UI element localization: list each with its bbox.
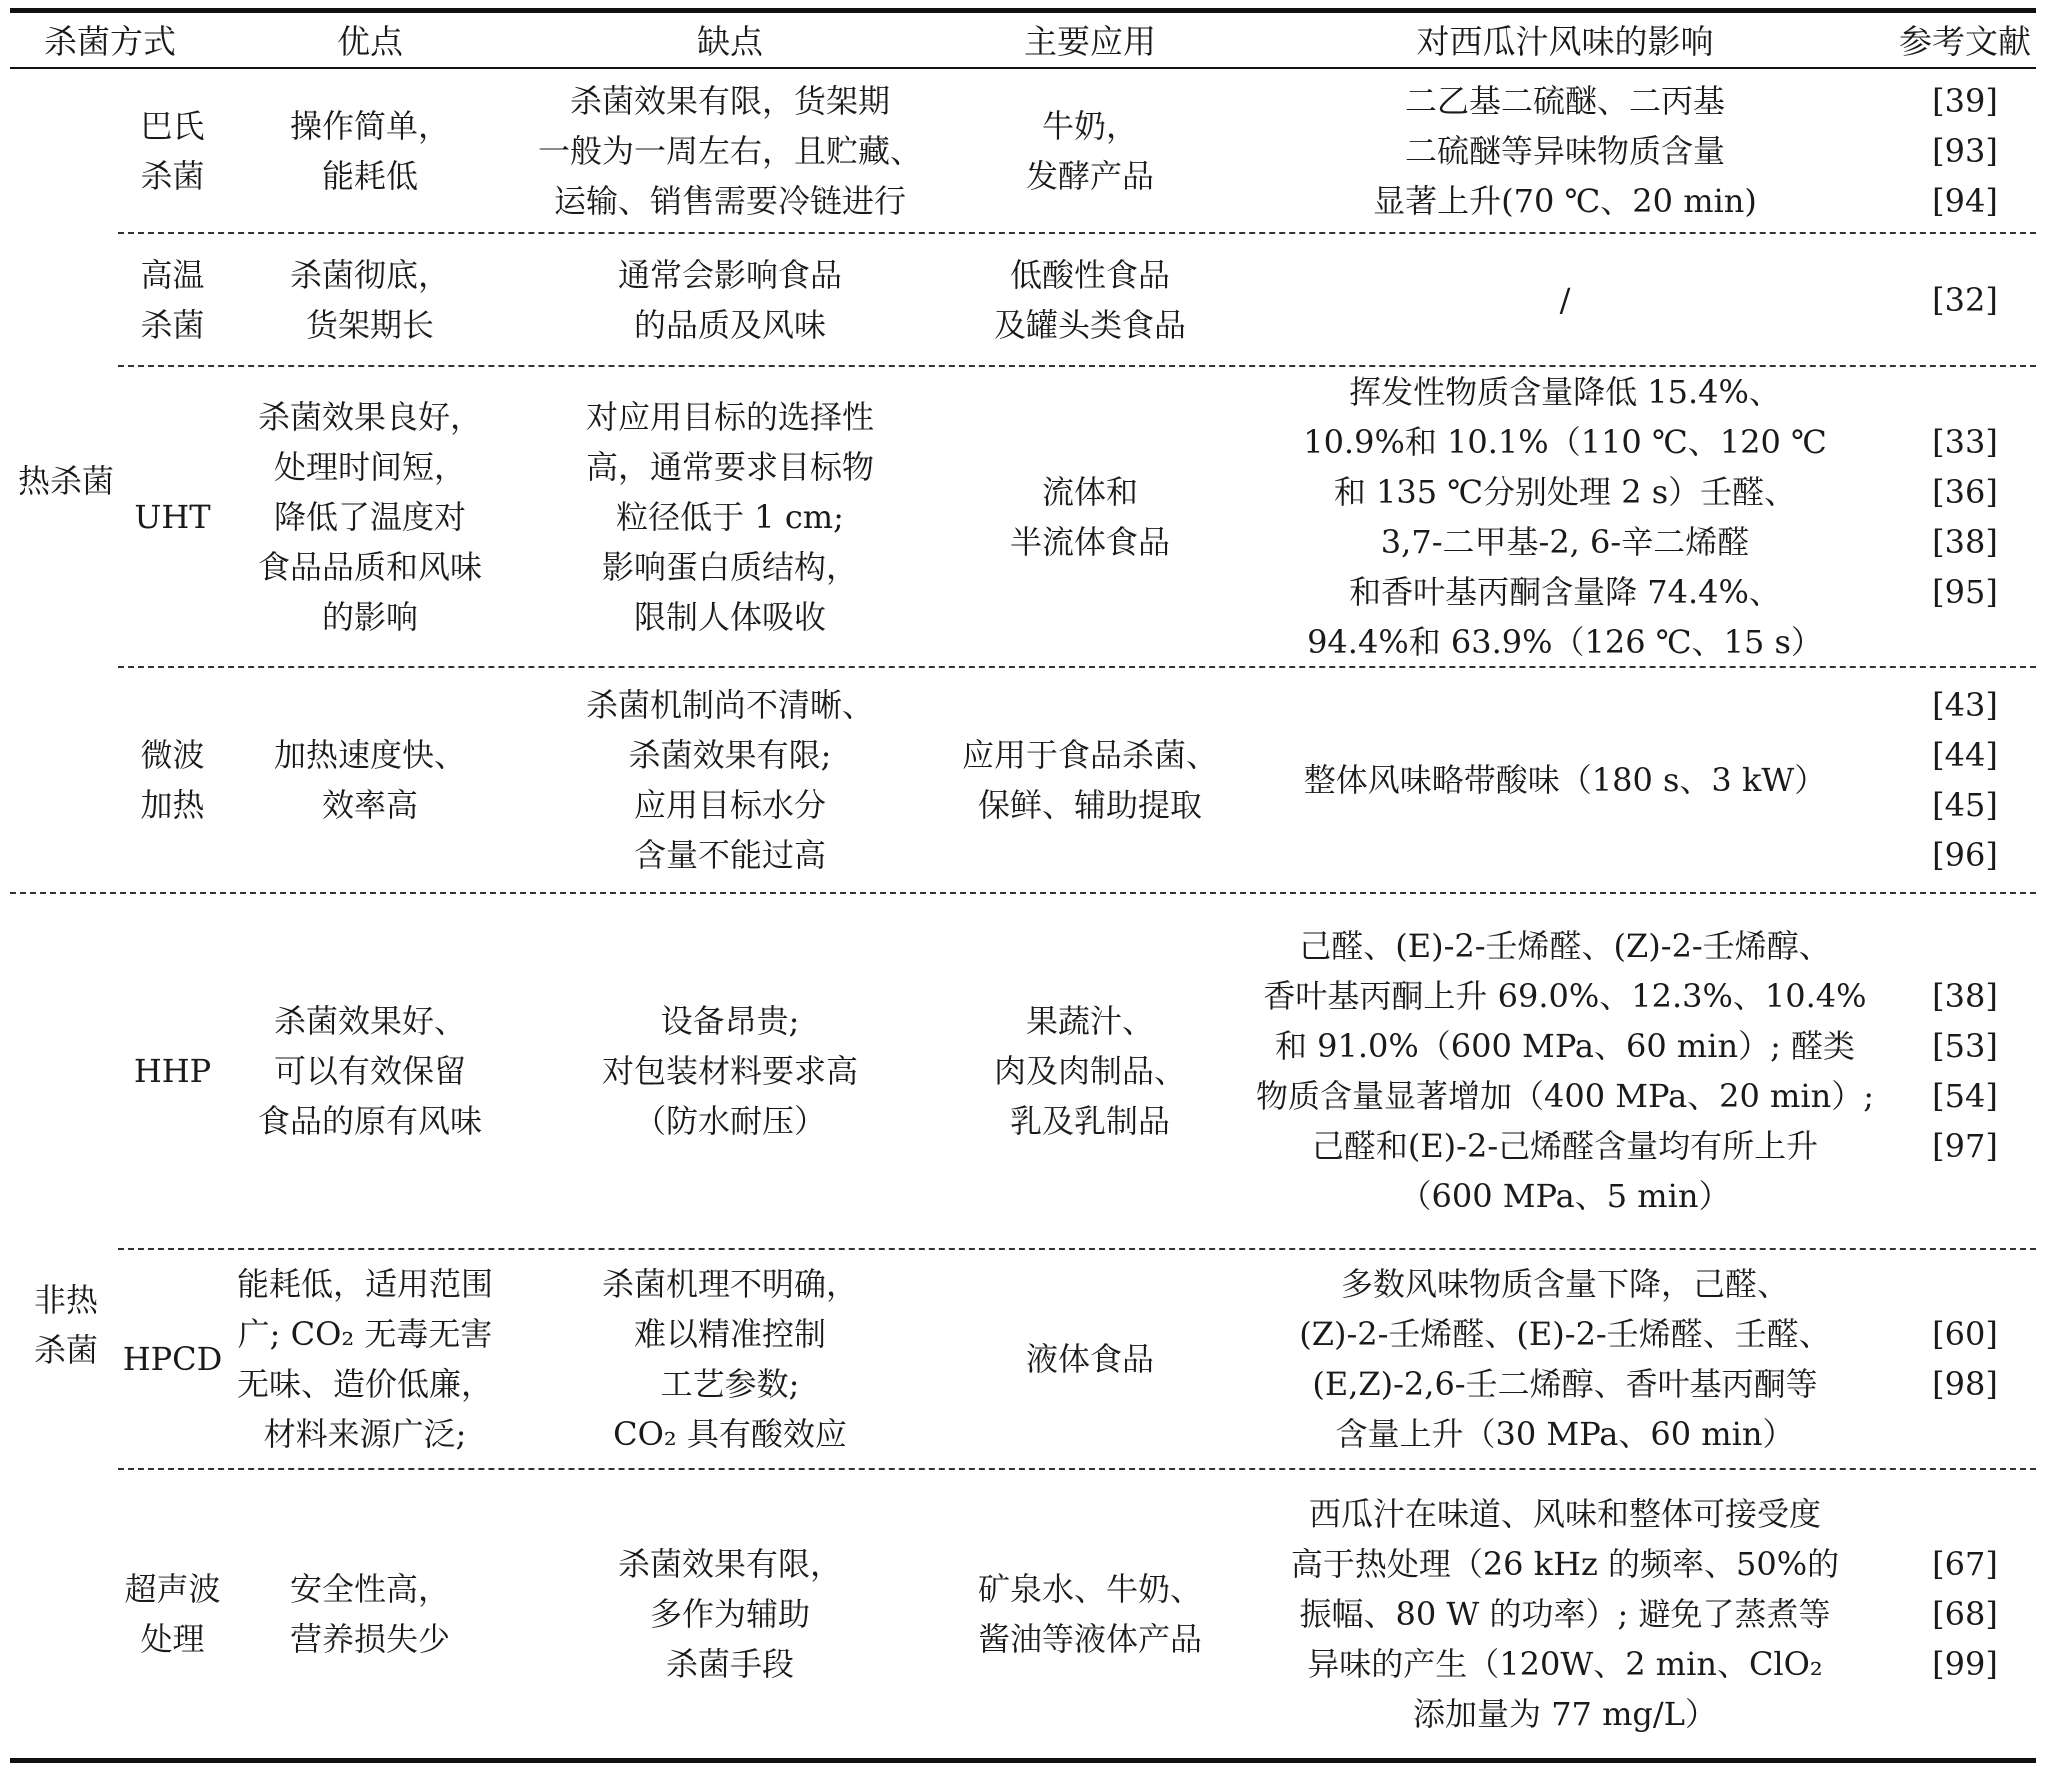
row-flavor-effect: 多数风味物质含量下降，己醛、 (Z)-2-壬烯醛、(E)-2-壬烯醛、壬醛、 (E,Z)-2,6-壬二烯醇、香叶基丙酮等 含量上升（30 MPa、60 min） bbox=[1299, 1265, 1831, 1453]
row-applications: 矿泉水、牛奶、 酱油等液体产品 bbox=[977, 1570, 1202, 1658]
row-flavor-effect: 己醛、(E)-2-壬烯醛、(Z)-2-壬烯醇、 香叶基丙酮上升 69.0%、12.3%、10.4% 和 91.0%（600 MPa、60 min）; 醛类 物质含量显著增加（400 MPa、20 min）; 己醛和(E)-2-己烯醛含量均有所上升 （600 MPa、5 min） bbox=[1255, 927, 1875, 1215]
row-advantages: 能耗低，适用范围 广; CO₂ 无毒无害 无味、造价低廉， 材料来源广泛; bbox=[236, 1265, 493, 1453]
row-disadvantages: 对应用目标的选择性 高，通常要求目标物 粒径低于 1 cm; 影响蛋白质结构， 限制人体吸收 bbox=[585, 397, 874, 636]
row-method: 巴氏 杀菌 bbox=[140, 107, 205, 195]
row-advantages: 杀菌效果好、 可以有效保留 食品的原有风味 bbox=[257, 1002, 482, 1140]
header-disadvantages: 缺点 bbox=[697, 22, 763, 61]
row-method: UHT bbox=[134, 497, 211, 536]
row-applications: 液体食品 bbox=[1025, 1340, 1154, 1378]
row-disadvantages: 杀菌机制尚不清晰、 杀菌效果有限; 应用目标水分 含量不能过高 bbox=[585, 686, 874, 874]
row-method: HPCD bbox=[122, 1340, 223, 1378]
row-method: 高温 杀菌 bbox=[140, 255, 205, 344]
row-references: [67] [68] [99] bbox=[1932, 1545, 1998, 1683]
row-flavor-effect: 挥发性物质含量降低 15.4%、 10.9%和 10.1%（110 ℃、120 ℃ 和 135 ℃分别处理 2 s）壬醛、 3,7-二甲基-2, 6-辛二烯醛 和香叶基丙酮含量降 74.4%、 94.4%和 63.9%（126 ℃、15 s） bbox=[1303, 372, 1827, 661]
row-disadvantages: 杀菌效果有限，货架期 一般为一周左右，且贮藏、 运输、销售需要冷链进行 bbox=[537, 82, 922, 220]
table-top-rule bbox=[10, 8, 2036, 13]
header-references: 参考文献 bbox=[1899, 22, 2031, 61]
row-disadvantages: 杀菌效果有限， 多作为辅助 杀菌手段 bbox=[617, 1545, 842, 1683]
row-advantages: 加热速度快、 效率高 bbox=[273, 736, 466, 824]
header-method: 杀菌方式 bbox=[44, 22, 176, 61]
row-disadvantages: 设备昂贵; 对包装材料要求高 （防水耐压） bbox=[601, 1002, 858, 1140]
row-references: [32] bbox=[1932, 280, 1998, 319]
row-applications: 果蔬汁、 肉及肉制品、 乳及乳制品 bbox=[993, 1002, 1186, 1140]
group-label-nonthermal: 非热 杀菌 bbox=[33, 1281, 98, 1369]
row-disadvantages: 通常会影响食品 的品质及风味 bbox=[617, 255, 842, 344]
row-references: [39] [93] [94] bbox=[1932, 82, 1998, 220]
table-bottom-rule bbox=[10, 1758, 2036, 1763]
row-references: [60] [98] bbox=[1932, 1315, 1998, 1403]
row-advantages: 杀菌彻底， 货架期长 bbox=[289, 255, 450, 344]
row-flavor-effect: 西瓜汁在味道、风味和整体可接受度 高于热处理（26 kHz 的频率、50%的 振幅、80 W 的功率）; 避免了蒸煮等 异味的产生（120W、2 min、ClO₂ 添加量为 77 mg/L） bbox=[1290, 1495, 1840, 1733]
group-label-thermal: 热杀菌 bbox=[17, 462, 114, 500]
header-flavor-effect: 对西瓜汁风味的影响 bbox=[1416, 22, 1714, 61]
row-method: 超声波 处理 bbox=[124, 1570, 221, 1658]
header-advantages: 优点 bbox=[337, 22, 403, 61]
row-method: 微波 加热 bbox=[140, 736, 205, 824]
row-method: HHP bbox=[133, 1052, 212, 1090]
row-applications: 应用于食品杀菌、 保鲜、辅助提取 bbox=[961, 736, 1218, 824]
row-disadvantages: 杀菌机理不明确， 难以精准控制 工艺参数; CO₂ 具有酸效应 bbox=[601, 1265, 858, 1453]
row-references: [33] [36] [38] [95] bbox=[1932, 422, 1998, 611]
row-applications: 流体和 半流体食品 bbox=[1009, 472, 1170, 561]
row-applications: 牛奶， 发酵产品 bbox=[1025, 107, 1154, 195]
row-advantages: 安全性高， 营养损失少 bbox=[289, 1570, 450, 1658]
row-advantages: 操作简单， 能耗低 bbox=[289, 107, 450, 195]
row-references: [43] [44] [45] [96] bbox=[1932, 686, 1998, 874]
row-references: [38] [53] [54] [97] bbox=[1932, 977, 1998, 1165]
row-advantages: 杀菌效果良好， 处理时间短， 降低了温度对 食品品质和风味 的影响 bbox=[257, 397, 482, 636]
row-flavor-effect: 整体风味略带酸味（180 s、3 kW） bbox=[1303, 761, 1827, 799]
header-applications: 主要应用 bbox=[1024, 22, 1156, 61]
row-applications: 低酸性食品 及罐头类食品 bbox=[993, 255, 1186, 344]
row-flavor-effect: 二乙基二硫醚、二丙基 二硫醚等异味物质含量 显著上升(70 ℃、20 min) bbox=[1373, 82, 1757, 220]
row-flavor-effect: / bbox=[1559, 280, 1571, 319]
